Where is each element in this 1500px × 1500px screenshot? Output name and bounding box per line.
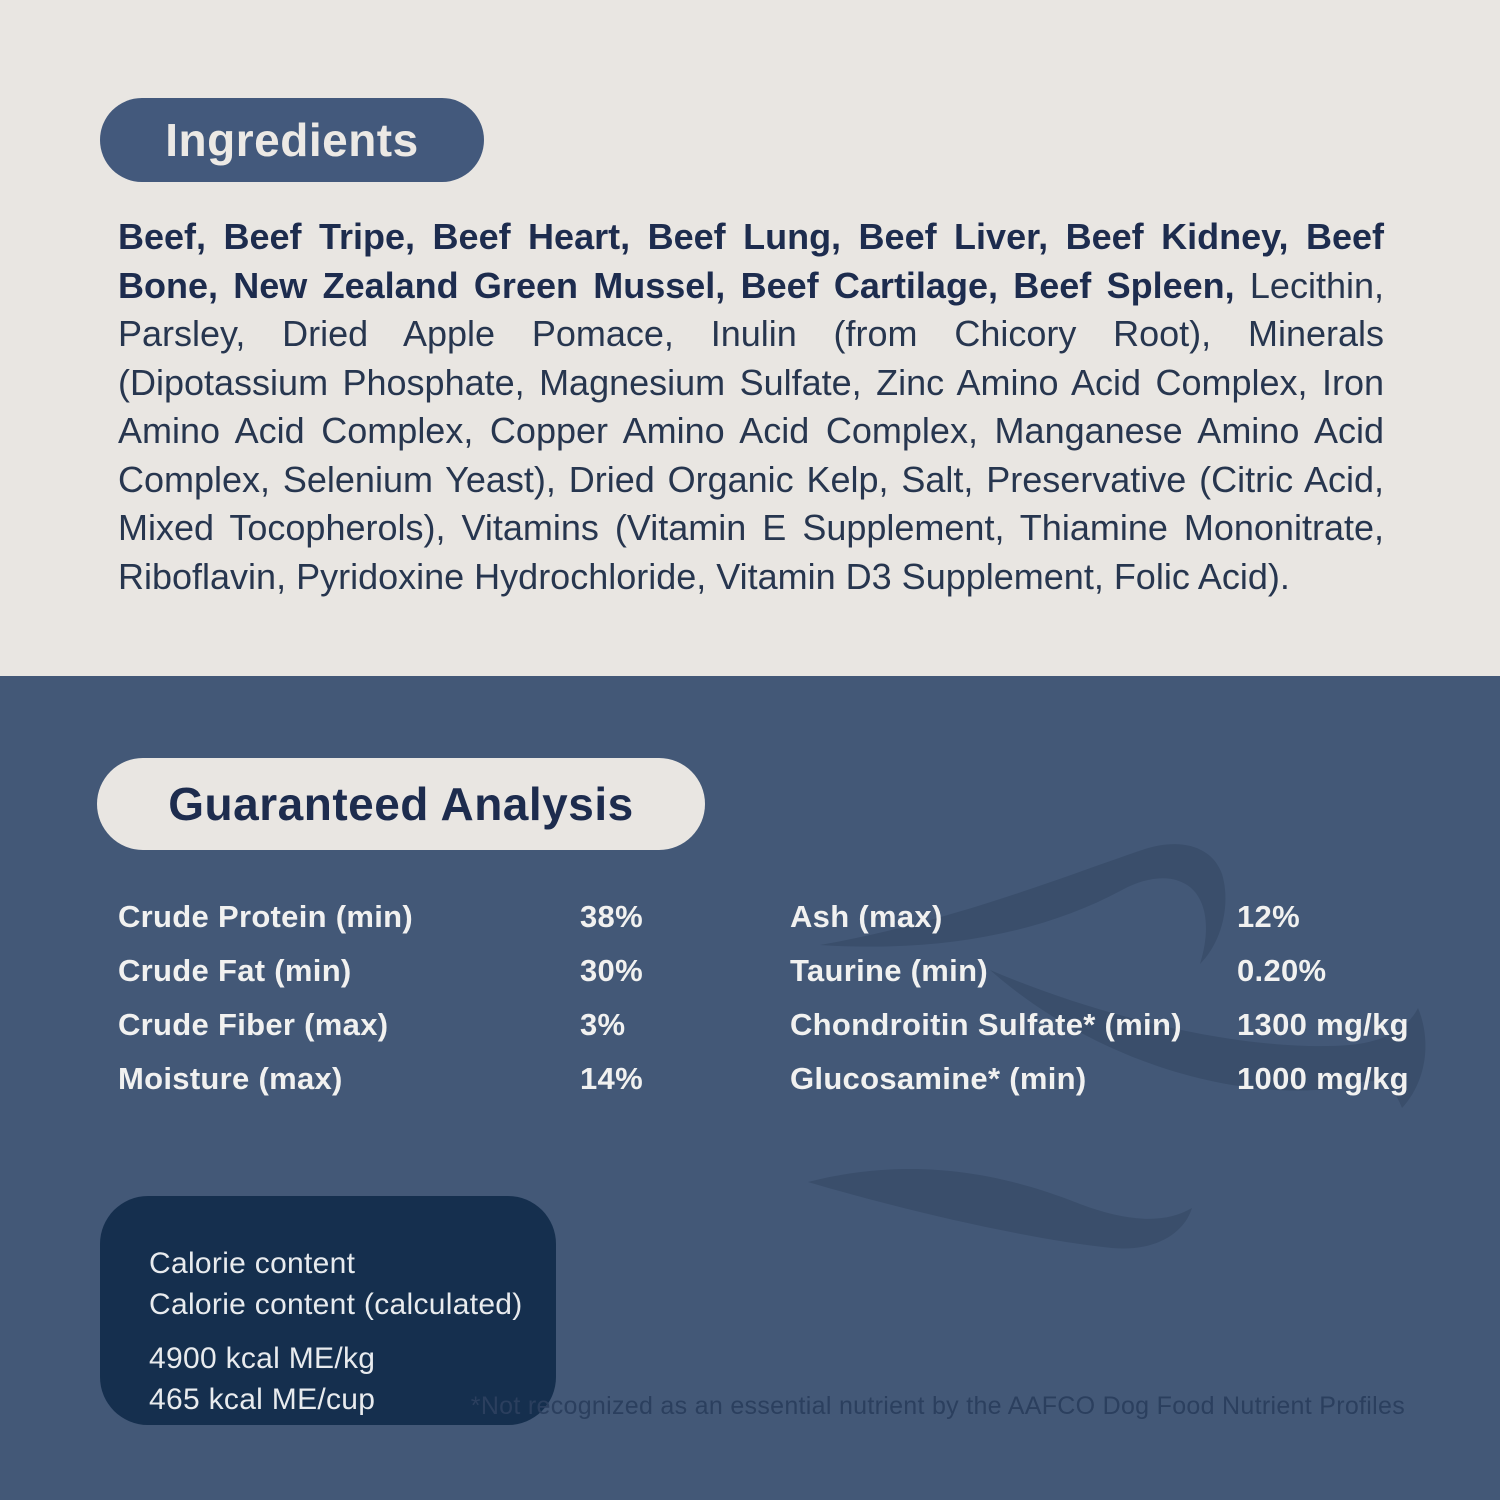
ga-row-crude-fiber: [118, 998, 718, 1052]
ga-row-ash: [790, 890, 1410, 944]
ingredients-secondary-text: Lecithin, Parsley, Dried Apple Pomace, Inulin (from Chicory Root), Minerals (Dipotassium Phosphate, Magnesium Sulfate, Zinc Amino Acid Complex, Iron Amino Acid Complex, Copper Amino Acid Complex, Manganese Amino Acid Complex, Selenium Yeast), Dried Organic Kelp, Salt, Preservative (Citric Acid, Mixed Tocopherols), Vitamins (Vitamin E Supplement, Thiamine Mononitrate, Riboflavin, Pyridoxine Hydrochloride, Vitamin D3 Supplement, Folic Acid).: [118, 264, 1384, 597]
ga-value: 12%: [1237, 899, 1300, 934]
ga-label: Chondroitin Sulfate* (min): [790, 1007, 1182, 1042]
aafco-footnote: *Not recognized as an essential nutrient by the AAFCO Dog Food Nutrient Profiles: [470, 1392, 1405, 1420]
ga-value: 1300 mg/kg: [1237, 1007, 1409, 1042]
ga-label: Crude Fiber (max): [118, 1007, 389, 1042]
ga-label: Glucosamine* (min): [790, 1061, 1087, 1096]
ga-row-crude-fat: [118, 944, 718, 998]
calorie-kcal-per-kg: 4900 kcal ME/kg: [149, 1342, 376, 1375]
ga-label: Moisture (max): [118, 1061, 343, 1096]
ingredients-title-badge: [100, 98, 484, 182]
wave-bottom-tail: [808, 1169, 1192, 1249]
ga-label: Crude Fat (min): [118, 953, 352, 988]
ga-value: 14%: [580, 1061, 643, 1096]
guaranteed-analysis-title: Guaranteed Analysis: [168, 778, 634, 830]
calorie-content-label: Calorie content: [149, 1247, 356, 1280]
calorie-content-calculated-label: Calorie content (calculated): [149, 1288, 523, 1321]
guaranteed-analysis-title-badge: [97, 758, 705, 850]
ga-value: 1000 mg/kg: [1237, 1061, 1409, 1096]
ingredients-title: Ingredients: [165, 114, 419, 166]
ga-label: Ash (max): [790, 899, 943, 934]
calorie-content-box: [100, 1196, 556, 1425]
ga-label: Crude Protein (min): [118, 899, 414, 934]
ga-value: 0.20%: [1237, 953, 1327, 988]
ga-value: 3%: [580, 1007, 626, 1042]
ga-row-moisture: [118, 1052, 718, 1106]
ingredients-primary-text: Beef, Beef Tripe, Beef Heart, Beef Lung, Beef Liver, Beef Kidney, Beef Bone, New Zealand Green Mussel, Beef Cartilage, Beef Spleen,: [118, 216, 1384, 306]
ga-row-crude-protein: [118, 890, 718, 944]
calorie-kcal-per-cup: 465 kcal ME/cup: [149, 1383, 376, 1416]
ga-value: 30%: [580, 953, 643, 988]
guaranteed-analysis-section: [0, 676, 1500, 1500]
ga-row-chondroitin: [790, 998, 1410, 1052]
ga-right-column: [790, 890, 1410, 1106]
ingredients-list: [118, 213, 1384, 601]
ga-row-taurine: [790, 944, 1410, 998]
ga-left-column: [118, 890, 718, 1106]
ga-label: Taurine (min): [790, 953, 988, 988]
ga-row-glucosamine: [790, 1052, 1410, 1106]
ga-value: 38%: [580, 899, 643, 934]
